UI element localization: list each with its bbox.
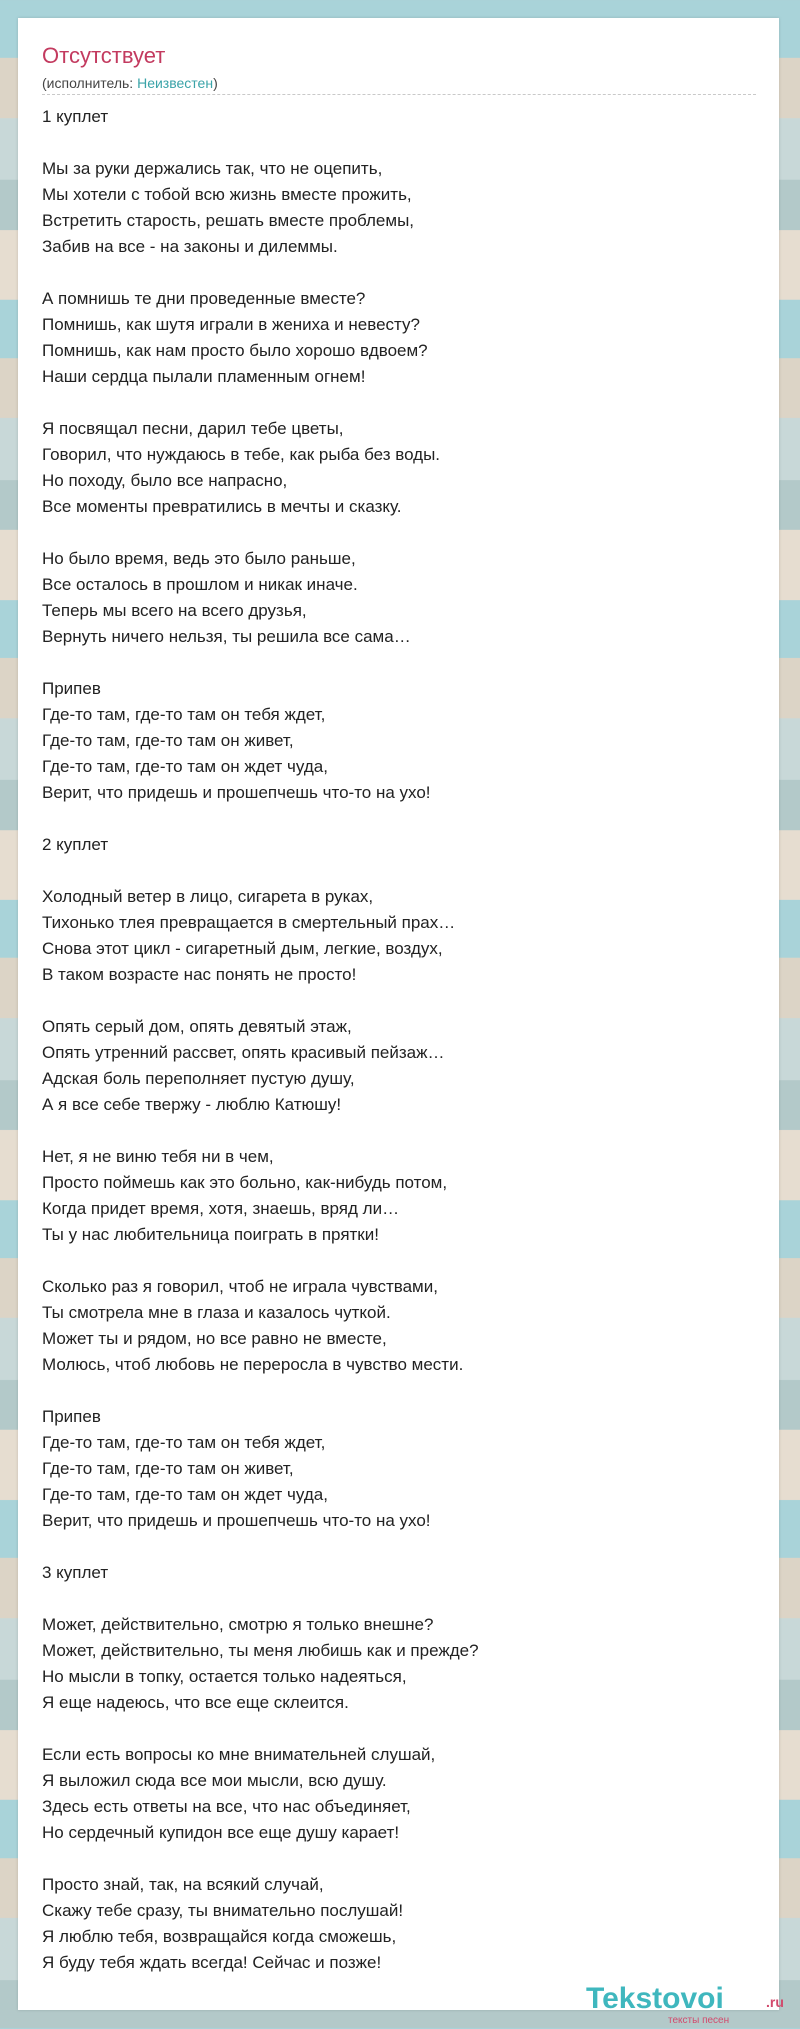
lyrics-blank-line bbox=[42, 260, 756, 286]
lyrics-line: А помнишь те дни проведенные вместе? bbox=[42, 289, 366, 308]
lyrics-blank-line bbox=[42, 1586, 756, 1612]
lyrics-line: Может, действительно, ты меня любишь как и прежде? bbox=[42, 1641, 479, 1660]
lyrics-line: Скажу тебе сразу, ты внимательно послушай! bbox=[42, 1901, 404, 1920]
lyrics-line: Где-то там, где-то там он ждет чуда, bbox=[42, 1485, 328, 1504]
lyrics-line: Если есть вопросы ко мне внимательней слушай, bbox=[42, 1745, 436, 1764]
lyrics-blank-line bbox=[42, 390, 756, 416]
lyrics-card bbox=[18, 18, 784, 2026]
lyrics-line: Я выложил сюда все мои мысли, всю душу. bbox=[42, 1771, 387, 1790]
lyrics-line: Говорил, что нуждаюсь в тебе, как рыба без воды. bbox=[42, 445, 441, 464]
lyrics-line: А я все себе твержу - люблю Катюшу! bbox=[42, 1095, 342, 1114]
artist-suffix: ) bbox=[213, 75, 218, 91]
lyrics-blank-line bbox=[42, 1534, 756, 1560]
lyrics-line: Припев bbox=[42, 679, 101, 698]
song-title: Отсутствует bbox=[42, 43, 166, 68]
lyrics-blank-line bbox=[42, 988, 756, 1014]
lyrics-line: Снова этот цикл - сигаретный дым, легкие, воздух, bbox=[42, 939, 443, 958]
lyrics-line: Наши сердца пылали пламенным огнем! bbox=[42, 367, 366, 386]
lyrics-line: Встретить старость, решать вместе проблемы, bbox=[42, 211, 415, 230]
lyrics-line: Но сердечный купидон все еще душу карает! bbox=[42, 1823, 400, 1842]
artist-prefix: (исполнитель: bbox=[42, 75, 138, 91]
lyrics-line: Молюсь, чтоб любовь не переросла в чувство мести. bbox=[42, 1355, 464, 1374]
lyrics-line: Здесь есть ответы на все, что нас объединяет, bbox=[42, 1797, 411, 1816]
lyrics-line: Верит, что придешь и прошепчешь что-то на ухо! bbox=[42, 1511, 431, 1530]
lyrics-line: Просто знай, так, на всякий случай, bbox=[42, 1875, 324, 1894]
lyrics-line: Я люблю тебя, возвращайся когда сможешь, bbox=[42, 1927, 397, 1946]
lyrics-blank-line bbox=[42, 1118, 756, 1144]
lyrics-blank-line bbox=[42, 858, 756, 884]
lyrics-line: Где-то там, где-то там он ждет чуда, bbox=[42, 757, 328, 776]
lyrics-line: Но мысли в топку, остается только надеяться, bbox=[42, 1667, 407, 1686]
lyrics-line: В таком возрасте нас понять не просто! bbox=[42, 965, 357, 984]
lyrics-line: Вернуть ничего нельзя, ты решила все сама… bbox=[42, 627, 411, 646]
lyrics-line: Холодный ветер в лицо, сигарета в руках, bbox=[42, 887, 374, 906]
lyrics-blank-line bbox=[42, 1378, 756, 1404]
lyrics-line: Где-то там, где-то там он тебя ждет, bbox=[42, 1433, 326, 1452]
lyrics-line: 3 куплет bbox=[42, 1563, 109, 1582]
lyrics-line: Все осталось в прошлом и никак иначе. bbox=[42, 575, 358, 594]
lyrics-line: Забив на все - на законы и дилеммы. bbox=[42, 237, 338, 256]
lyrics-line: Может ты и рядом, но все равно не вместе, bbox=[42, 1329, 387, 1348]
lyrics-line: Припев bbox=[42, 1407, 101, 1426]
logo-name: Tekstovoi bbox=[586, 1982, 724, 2015]
artist-line bbox=[42, 73, 756, 95]
lyrics-line: 2 куплет bbox=[42, 835, 109, 854]
lyrics-line: Помнишь, как нам просто было хорошо вдвоем? bbox=[42, 341, 428, 360]
lyrics-line: Мы за руки держались так, что не оцепить, bbox=[42, 159, 383, 178]
lyrics-line: Где-то там, где-то там он живет, bbox=[42, 1459, 294, 1478]
lyrics-line: Опять утренний рассвет, опять красивый пейзаж… bbox=[42, 1043, 445, 1062]
lyrics-line: Ты у нас любительница поиграть в прятки! bbox=[42, 1225, 379, 1244]
lyrics-blank-line bbox=[42, 650, 756, 676]
lyrics-line: Но походу, было все напрасно, bbox=[42, 471, 288, 490]
lyrics-blank-line bbox=[42, 1248, 756, 1274]
lyrics-line: Может, действительно, смотрю я только внешне? bbox=[42, 1615, 434, 1634]
lyrics-line: Я еще надеюсь, что все еще склеится. bbox=[42, 1693, 349, 1712]
lyrics-line: Где-то там, где-то там он живет, bbox=[42, 731, 294, 750]
lyrics-line: Сколько раз я говорил, чтоб не играла чувствами, bbox=[42, 1277, 438, 1296]
lyrics-line: Мы хотели с тобой всю жизнь вместе прожить, bbox=[42, 185, 412, 204]
lyrics-line: Когда придет время, хотя, знаешь, вряд ли… bbox=[42, 1199, 400, 1218]
lyrics-line: Все моменты превратились в мечты и сказку. bbox=[42, 497, 402, 516]
lyrics-line: Но было время, ведь это было раньше, bbox=[42, 549, 356, 568]
lyrics-line: 1 куплет bbox=[42, 107, 109, 126]
lyrics-line: Просто поймешь как это больно, как-нибудь потом, bbox=[42, 1173, 448, 1192]
lyrics-blank-line bbox=[42, 520, 756, 546]
lyrics-text bbox=[42, 104, 756, 1976]
artist-link[interactable]: Неизвестен bbox=[137, 75, 214, 91]
lyrics-blank-line bbox=[42, 806, 756, 832]
lyrics-blank-line bbox=[42, 130, 756, 156]
lyrics-line: Опять серый дом, опять девятый этаж, bbox=[42, 1017, 352, 1036]
lyrics-line: Я буду тебя ждать всегда! Сейчас и позже! bbox=[42, 1953, 382, 1972]
logo-domain: .ru bbox=[766, 1994, 784, 2010]
logo-tagline: тексты песен bbox=[668, 2015, 730, 2026]
lyrics-line: Где-то там, где-то там он тебя ждет, bbox=[42, 705, 326, 724]
lyrics-line: Нет, я не виню тебя ни в чем, bbox=[42, 1147, 274, 1166]
lyrics-line: Ты смотрела мне в глаза и казалось чуткой. bbox=[42, 1303, 391, 1322]
lyrics-line: Помнишь, как шутя играли в жениха и невесту? bbox=[42, 315, 420, 334]
lyrics-blank-line bbox=[42, 1846, 756, 1872]
site-logo[interactable] bbox=[586, 1981, 786, 2029]
lyrics-line: Адская боль переполняет пустую душу, bbox=[42, 1069, 355, 1088]
lyrics-line: Тихонько тлея превращается в смертельный прах… bbox=[42, 913, 456, 932]
lyrics-line: Теперь мы всего на всего друзья, bbox=[42, 601, 307, 620]
lyrics-line: Верит, что придешь и прошепчешь что-то на ухо! bbox=[42, 783, 431, 802]
lyrics-blank-line bbox=[42, 1716, 756, 1742]
lyrics-line: Я посвящал песни, дарил тебе цветы, bbox=[42, 419, 344, 438]
